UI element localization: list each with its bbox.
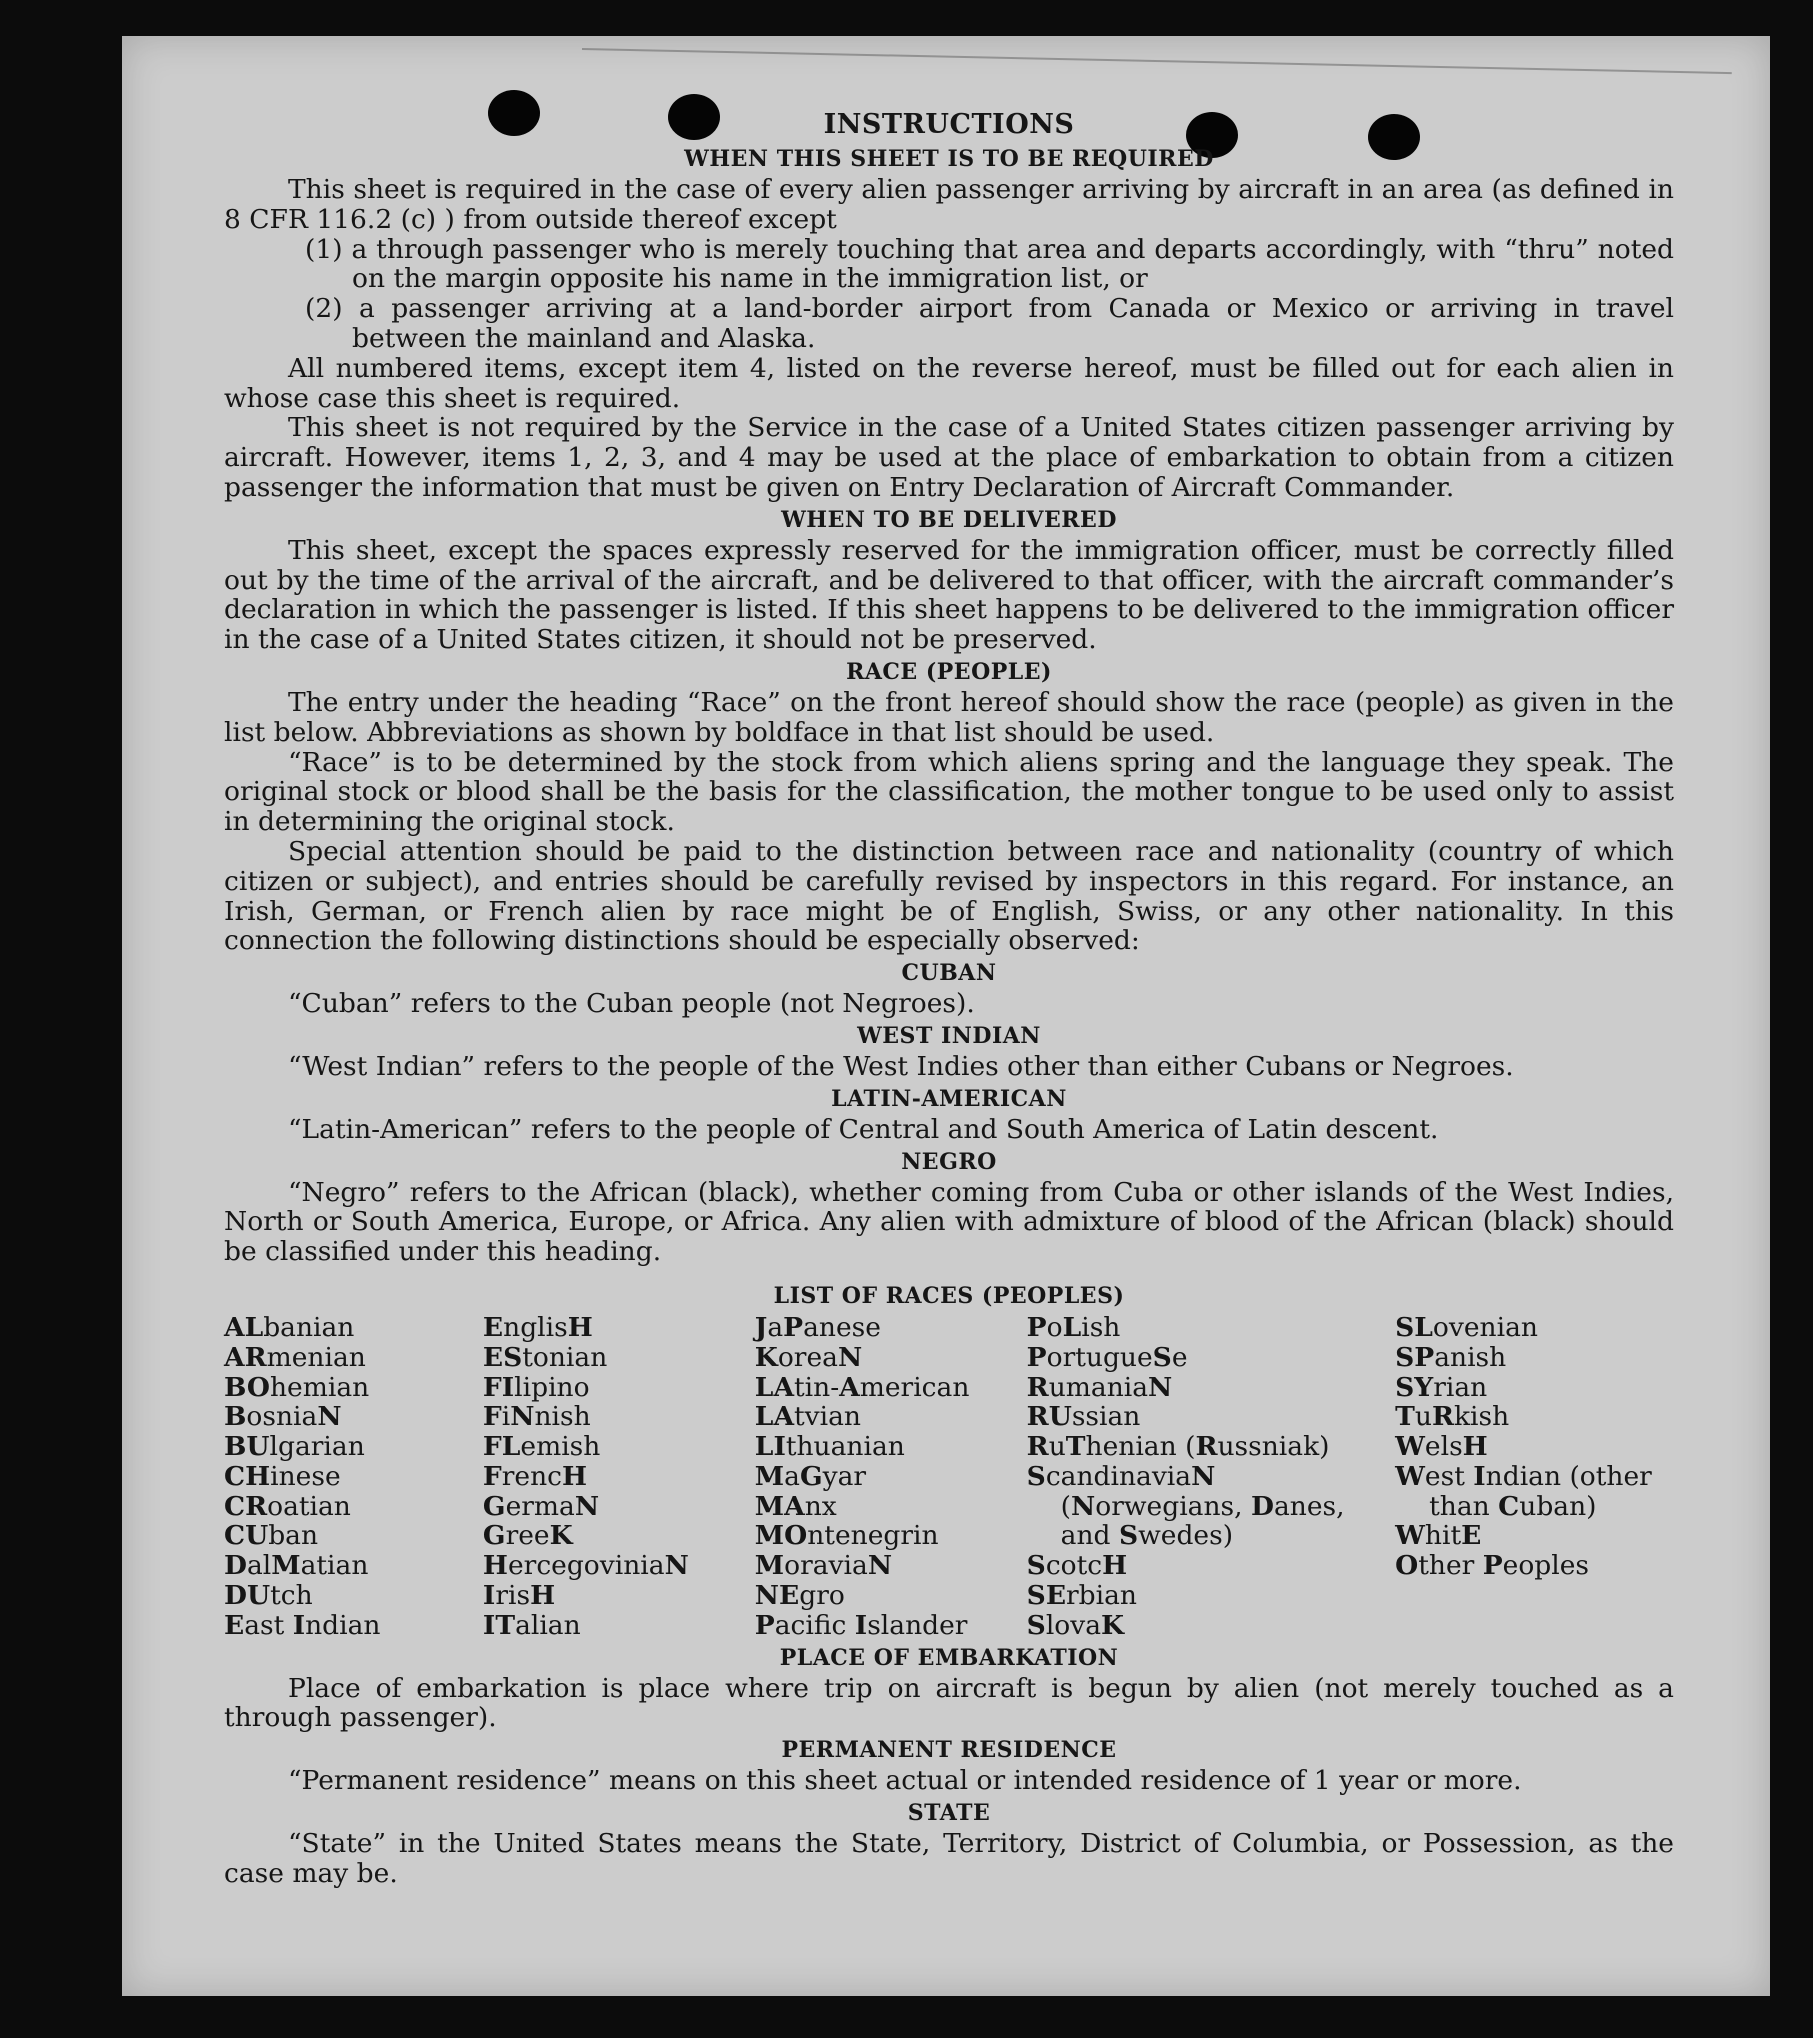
race-entry: GreeK — [482, 1520, 573, 1552]
races-column — [224, 1313, 483, 1641]
race-entry: IrisH — [482, 1580, 556, 1612]
race-entry: FLemish — [482, 1431, 601, 1463]
race-entry: LAtin-American — [754, 1371, 970, 1403]
paragraph: Special attention should be paid to the distinction between race and nationality (country of which citizen or subject), and entries should be carefully revised by inspectors in this regard. For instance, an Irish, German, or French alien by race might be of English, Swiss, or any other nationality. In this connection the following distinctions should be especially observed: — [224, 835, 1674, 957]
race-entry: FrencH — [482, 1460, 588, 1492]
race-entry: PoLish — [1026, 1311, 1121, 1343]
race-entry: Pacific Islander — [754, 1609, 968, 1641]
race-entry: ITalian — [482, 1609, 581, 1641]
section-embarkation — [224, 1643, 1674, 1734]
races-column — [1395, 1313, 1674, 1641]
section-negro — [224, 1147, 1674, 1267]
paragraph: All numbered items, except item 4, listed on the reverse hereof, must be filled out for each alien in whose case this sheet is required. — [224, 352, 1674, 414]
paragraph: “West Indian” refers to the people of the West Indies other than either Cubans or Negroes. — [288, 1050, 1514, 1082]
race-entry: CRoatian — [224, 1490, 351, 1522]
race-entry: LAtvian — [754, 1401, 861, 1433]
race-entry: ARmenian — [224, 1341, 366, 1373]
paragraph: The entry under the heading “Race” on the front hereof should show the race (people) as given in the list below. Abbreviations as shown by boldface in that list should be used. — [224, 686, 1674, 748]
race-entry: MoraviaN — [754, 1550, 893, 1582]
paragraph: “Latin-American” refers to the people of Central and South America of Latin descent. — [288, 1113, 1439, 1145]
instructions-body — [224, 108, 1674, 1889]
page-title: INSTRUCTIONS — [823, 109, 1075, 140]
race-entry: FiNnish — [482, 1401, 591, 1433]
section-heading: PLACE OF EMBARKATION — [779, 1644, 1119, 1671]
race-entry: ALbanian — [224, 1311, 355, 1343]
race-entry: BUlgarian — [224, 1431, 365, 1463]
race-entry: MAnx — [754, 1490, 837, 1522]
race-entry: EnglisH — [482, 1311, 593, 1343]
race-entry: SlovaK — [1026, 1609, 1125, 1641]
race-entry: WelsH — [1395, 1431, 1488, 1463]
paragraph: This sheet is not required by the Service in the case of a United States citizen passenger arriving by aircraft. However, items 1, 2, 3, and 4 may be used at the place of embarkation to obtain from a citizen passenger the information that must be given on Entry Declaration of Aircraft Commander. — [224, 412, 1674, 503]
race-entry: BosniaN — [224, 1401, 342, 1433]
paragraph: “Cuban” refers to the Cuban people (not Negroes). — [288, 988, 975, 1020]
races-column — [483, 1313, 755, 1641]
race-entry: LIthuanian — [754, 1431, 905, 1463]
section-west-indian — [224, 1021, 1674, 1082]
race-entry: PortugueSe — [1026, 1341, 1188, 1373]
section-heading: NEGRO — [901, 1148, 997, 1175]
race-entry: RUssian — [1026, 1401, 1141, 1433]
race-entry: JaPanese — [754, 1311, 881, 1343]
race-entry: FIlipino — [482, 1371, 590, 1403]
race-entry: HercegoviniaN — [482, 1550, 689, 1582]
race-entry: NEgro — [754, 1580, 845, 1612]
race-entry: WhitE — [1395, 1520, 1482, 1552]
race-entry: MaGyar — [754, 1460, 867, 1492]
race-entry: BOhemian — [224, 1371, 370, 1403]
section-required — [224, 144, 1674, 503]
section-heading: STATE — [907, 1800, 991, 1827]
paragraph: “Negro” refers to the African (black), whether coming from Cuba or other islands of the West Indies, North or South America, Europe, or Africa. Any alien with admixture of blood of the African (black) should be classified under this heading. — [224, 1176, 1674, 1268]
races-column — [1027, 1313, 1395, 1641]
races-column — [755, 1313, 1027, 1641]
race-entry: RuThenian (Russniak) — [1026, 1431, 1330, 1463]
race-entry: SPanish — [1395, 1341, 1507, 1373]
section-heading: LATIN-AMERICAN — [831, 1085, 1067, 1112]
paragraph: Place of embarkation is place where trip on aircraft is begun by alien (not merely touched as a through passenger). — [224, 1672, 1674, 1734]
section-heading: CUBAN — [901, 960, 997, 987]
paragraph: “Race” is to be determined by the stock from which aliens spring and the language they speak. The original stock or blood shall be the basis for the classification, the mother tongue to be used only to assist in determining the original stock. — [224, 746, 1674, 838]
race-entry: EStonian — [482, 1341, 608, 1373]
race-entry: ScotcH — [1026, 1550, 1128, 1582]
paragraph: This sheet is required in the case of every alien passenger arriving by aircraft in an area (as defined in 8 CFR 116.2 (c) ) from outside thereof except — [224, 174, 1674, 235]
section-latin-american — [224, 1084, 1674, 1145]
race-entry: SErbian — [1026, 1580, 1137, 1612]
paragraph: “State” in the United States means the State, Territory, District of Columbia, or Possession, as the case may be. — [224, 1828, 1674, 1889]
document-sheet — [122, 36, 1770, 1996]
race-entry: Other Peoples — [1395, 1550, 1590, 1582]
section-heading: WHEN TO BE DELIVERED — [781, 506, 1117, 533]
races-list — [224, 1313, 1674, 1641]
torn-edge — [582, 48, 1732, 74]
race-entry: DalMatian — [224, 1550, 369, 1582]
races-heading: LIST OF RACES (PEOPLES) — [773, 1282, 1125, 1309]
race-entry: CHinese — [224, 1460, 341, 1492]
section-heading: WEST INDIAN — [857, 1022, 1041, 1049]
race-entry: RumaniaN — [1026, 1371, 1173, 1403]
section-permanent-residence — [224, 1735, 1674, 1796]
section-delivered — [224, 505, 1674, 655]
race-entry: GermaN — [482, 1490, 600, 1522]
race-entry: KoreaN — [754, 1341, 863, 1373]
paragraph: “Permanent residence” means on this sheet actual or intended residence of 1 year or more. — [288, 1765, 1522, 1797]
race-entry: SLovenian — [1395, 1311, 1538, 1343]
race-entry: West Indian (other than Cuban) — [1395, 1460, 1652, 1522]
section-state — [224, 1798, 1674, 1889]
section-heading: WHEN THIS SHEET IS TO BE REQUIRED — [684, 146, 1214, 172]
race-entry: DUtch — [224, 1580, 313, 1612]
race-entry: ScandinaviaN (Norwegians, Danes, and Swedes) — [1026, 1460, 1345, 1552]
exception-item: (2) a passenger arriving at a land-border airport from Canada or Mexico or arriving in travel between the mainland and Alaska. — [305, 293, 1674, 354]
paragraph: This sheet, except the spaces expressly reserved for the immigration officer, must be correctly filled out by the time of the arrival of the aircraft, and be delivered to that officer, with the aircraft commander’s declaration in which the passenger is listed. If this sheet happens to be delivered to the immigration officer in the case of a United States citizen, it should not be preserved. — [224, 534, 1674, 656]
race-entry: MOntenegrin — [754, 1520, 939, 1552]
section-heading: RACE (PEOPLE) — [846, 658, 1052, 685]
race-entry: CUban — [224, 1520, 319, 1552]
exception-item: (1) a through passenger who is merely touching that area and departs accordingly, with “thru” noted on the margin opposite his name in the immigration list, or — [305, 233, 1674, 295]
section-race — [224, 657, 1674, 956]
section-cuban — [224, 958, 1674, 1019]
race-entry: SYrian — [1395, 1371, 1488, 1403]
section-heading: PERMANENT RESIDENCE — [781, 1737, 1117, 1764]
race-entry: TuRkish — [1395, 1401, 1510, 1433]
race-entry: East Indian — [224, 1609, 381, 1641]
